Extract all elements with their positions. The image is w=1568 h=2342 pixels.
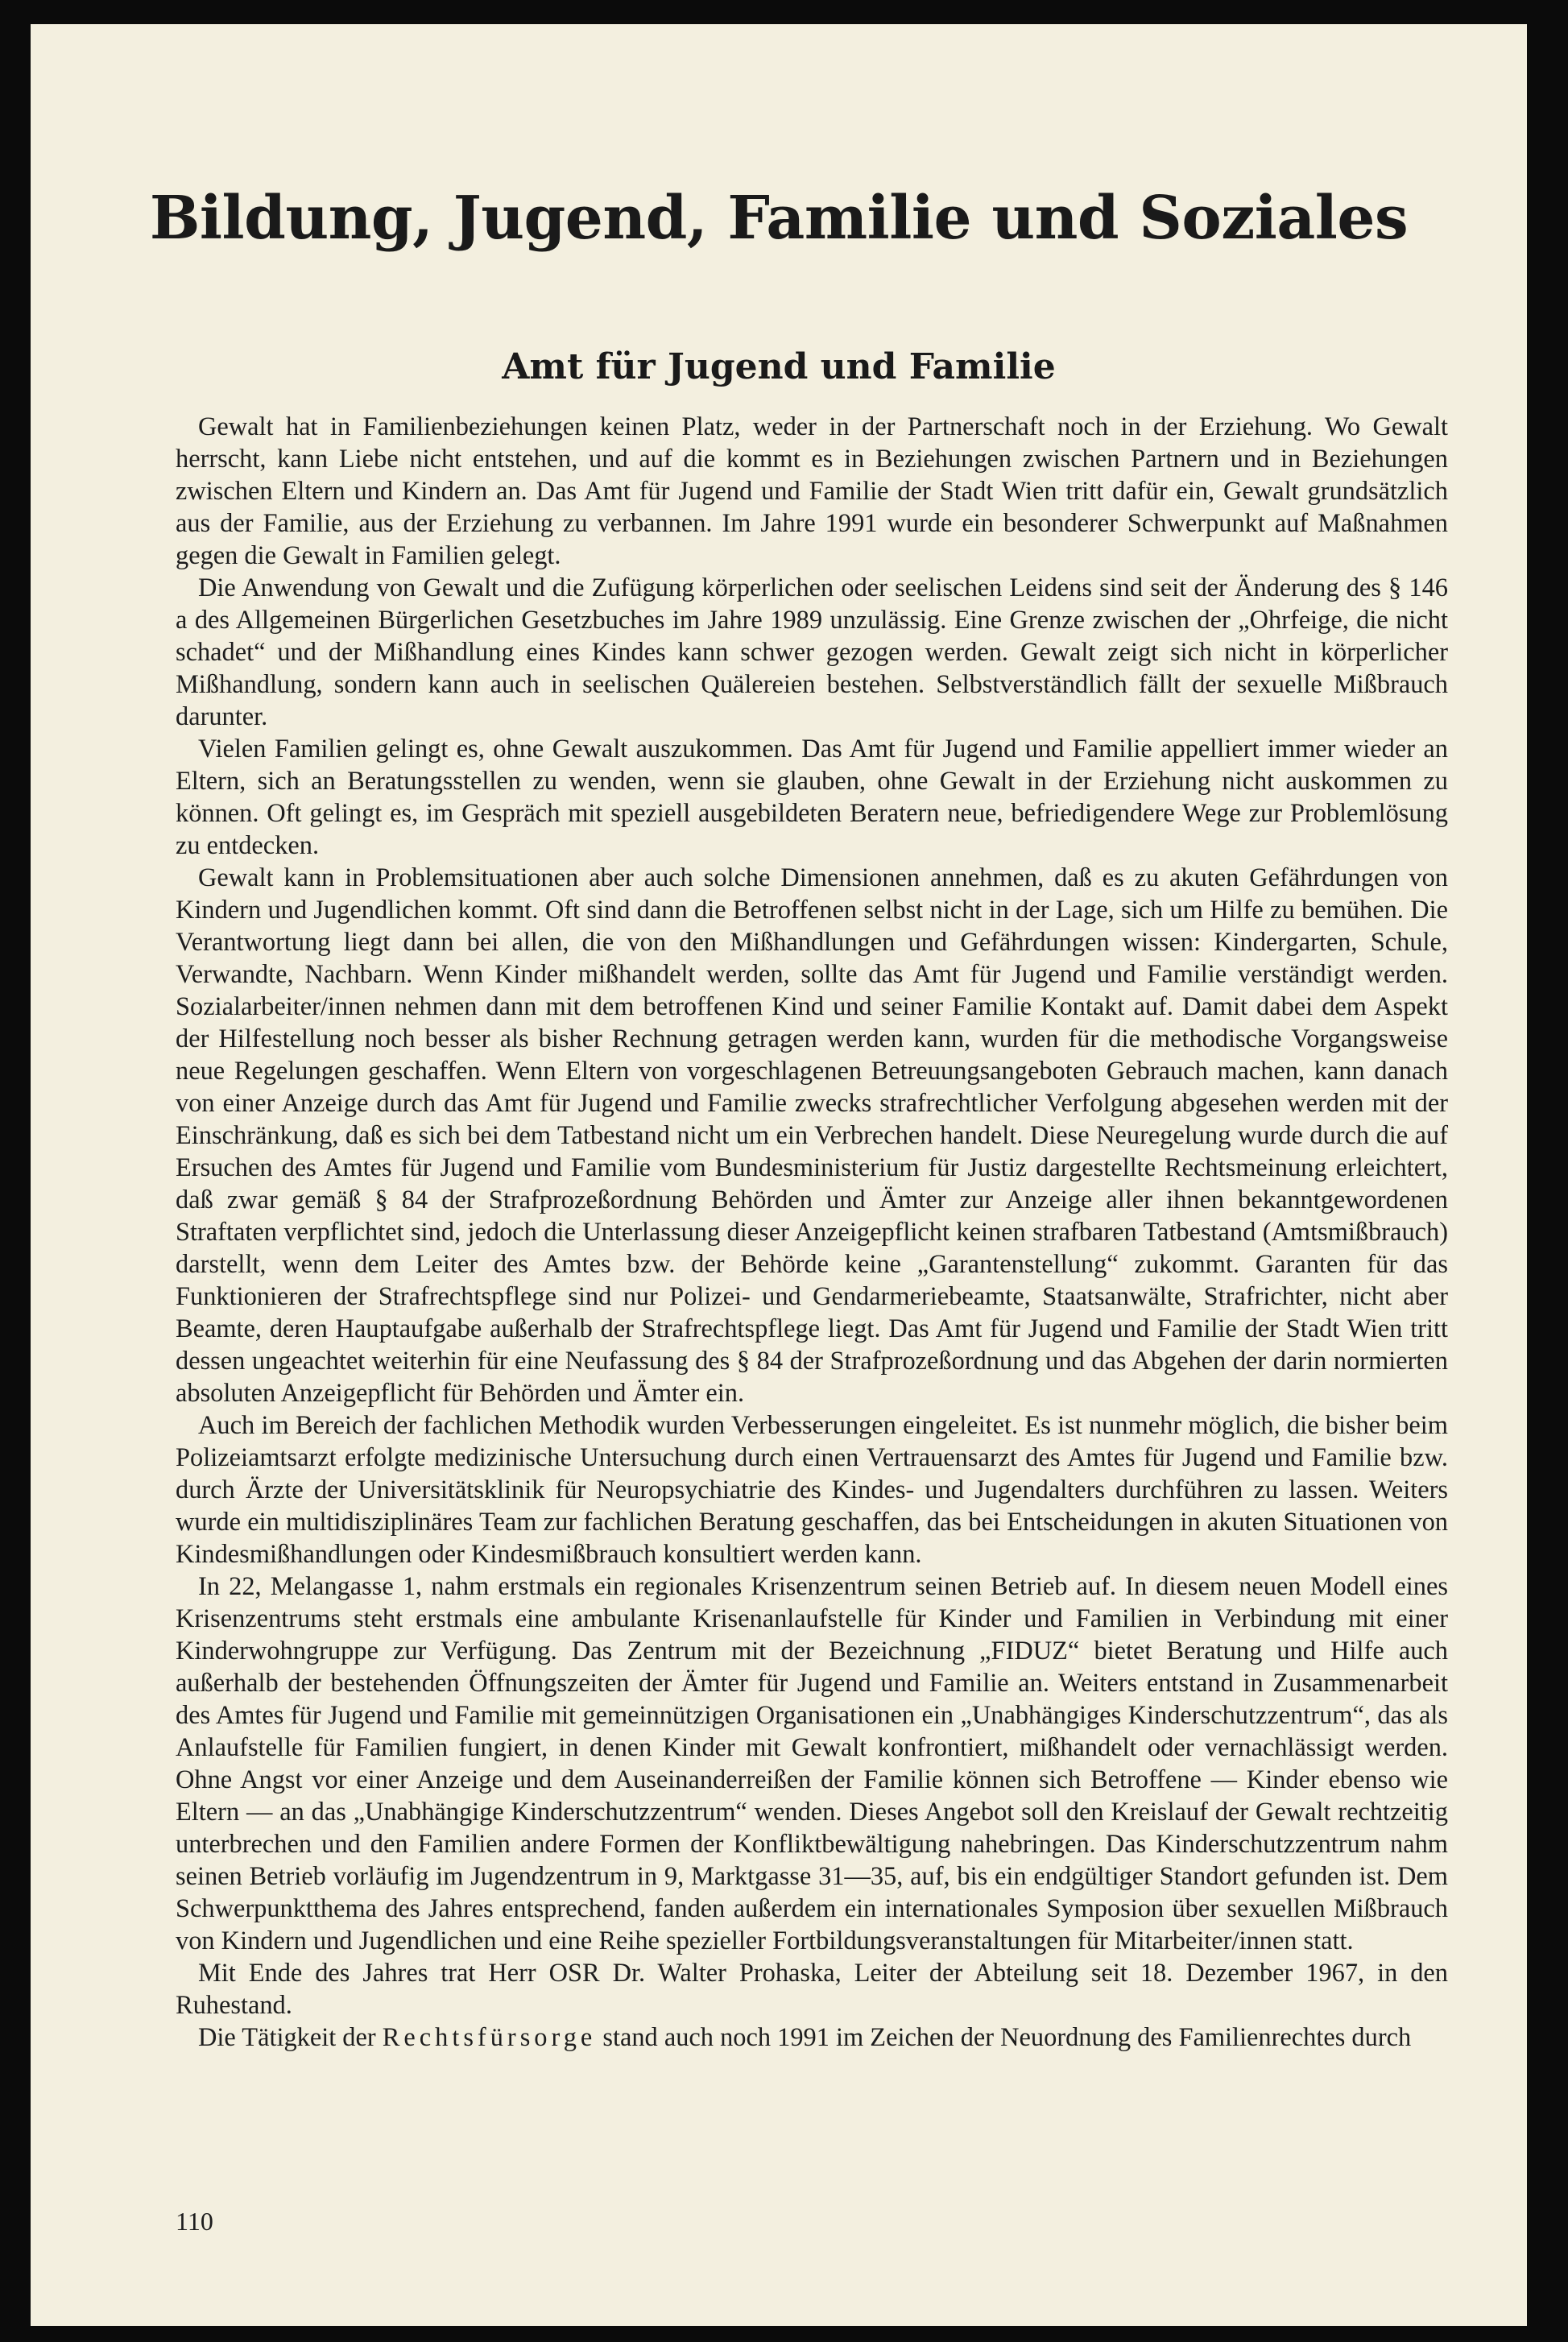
- paragraph-text: stand auch noch 1991 im Zeichen der Neuordnung des Familienrechtes durch: [596, 2023, 1412, 2052]
- paragraph: In 22, Melangasse 1, nahm erstmals ein regionales Krisenzentrum seinen Betrieb auf. In diesem neuen Modell eines Krisenzentrums steht erstmals eine ambulante Krisenanlaufstelle für Kinder und Familien in Verbindung mit einer Kinderwohngruppe zur Verfügung. Das Zentrum mit der Bezeichnung „FIDUZ“ bietet Beratung und Hilfe auch außerhalb der bestehenden Öffnungszeiten der Ämter für Jugend und Familie an. Weiters entstand in Zusammenarbeit des Amtes für Jugend und Familie mit gemeinnützigen Organisationen ein „Unabhängiges Kinderschutzzentrum“, das als Anlaufstelle für Familien fungiert, in denen Kinder mit Gewalt konfrontiert, mißhandelt oder vernachlässigt werden. Ohne Angst vor einer Anzeige und dem Auseinanderreißen der Familie können sich Betroffene — Kinder ebenso wie Eltern — an das „Unabhängige Kinderschutzzentrum“ wenden. Dieses Angebot soll den Kreislauf der Gewalt rechtzeitig unterbrechen und den Familien andere Formen der Konfliktbewältigung nahebringen. Das Kinderschutzzentrum nahm seinen Betrieb vorläufig im Jugendzentrum in 9, Marktgasse 31—35, auf, bis ein endgültiger Standort gefunden ist. Dem Schwerpunktthema des Jahres entsprechend, fanden außerdem ein internationales Symposion über sexuellen Mißbrauch von Kindern und Jugendlichen und eine Reihe spezieller Fortbildungsveranstaltungen für Mitarbeiter/innen statt.: [176, 1572, 1448, 1955]
- paragraph-last: [176, 2021, 1448, 2054]
- paragraph: Gewalt hat in Familienbeziehungen keinen Platz, weder in der Partnerschaft noch in der Erziehung. Wo Gewalt herrscht, kann Liebe nicht entstehen, und auf die kommt es in Beziehungen zwischen Partnern und in Beziehungen zwischen Eltern und Kindern an. Das Amt für Jugend und Familie der Stadt Wien tritt dafür ein, Gewalt grundsätzlich aus der Familie, aus der Erziehung zu verbannen. Im Jahre 1991 wurde ein besonderer Schwerpunkt auf Maßnahmen gegen die Gewalt in Familien gelegt.: [176, 412, 1448, 570]
- section-title: Amt für Jugend und Familie: [502, 346, 1056, 387]
- document-page: [31, 24, 1527, 2326]
- paragraph: Auch im Bereich der fachlichen Methodik wurden Verbesserungen eingeleitet. Es ist nunmehr möglich, die bisher beim Polizeiamtsarzt erfolgte medizinische Untersuchung durch einen Vertrauensarzt des Amtes für Jugend und Familie bzw. durch Ärzte der Universitätsklinik für Neuropsychiatrie des Kindes- und Jugendalters durchführen zu lassen. Weiters wurde ein multidisziplinäres Team zur fachlichen Beratung geschaffen, das bei Entscheidungen in akuten Situationen von Kindesmißhandlungen oder Kindesmißbrauch konsultiert werden kann.: [176, 1411, 1448, 1569]
- emphasized-term: Rechtsfürsorge: [382, 2023, 597, 2052]
- paragraph: Vielen Familien gelingt es, ohne Gewalt auszukommen. Das Amt für Jugend und Familie appelliert immer wieder an Eltern, sich an Beratungsstellen zu wenden, wenn sie glauben, ohne Gewalt in der Erziehung nicht auskommen zu können. Oft gelingt es, im Gespräch mit speziell ausgebildeten Beratern neue, befriedigendere Wege zur Problemlösung zu entdecken.: [176, 734, 1448, 860]
- paragraph: Gewalt kann in Problemsituationen aber auch solche Dimensionen annehmen, daß es zu akuten Gefährdungen von Kindern und Jugendlichen kommt. Oft sind dann die Betroffenen selbst nicht in der Lage, sich um Hilfe zu bemühen. Die Verantwortung liegt dann bei allen, die von den Mißhandlungen und Gefährdungen wissen: Kindergarten, Schule, Verwandte, Nachbarn. Wenn Kinder mißhandelt werden, sollte das Amt für Jugend und Familie verständigt werden. Sozialarbeiter/innen nehmen dann mit dem betroffenen Kind und seiner Familie Kontakt auf. Damit dabei dem Aspekt der Hilfestellung noch besser als bisher Rechnung getragen werden kann, wurden für die methodische Vorgangsweise neue Regelungen geschaffen. Wenn Eltern von vorgeschlagenen Betreuungsangeboten Gebrauch machen, kann danach von einer Anzeige durch das Amt für Jugend und Familie zwecks strafrechtlicher Verfolgung abgesehen werden mit der Einschränkung, daß es sich bei dem Tatbestand nicht um ein Verbrechen handelt. Diese Neuregelung wurde durch die auf Ersuchen des Amtes für Jugend und Familie vom Bundesministerium für Justiz dargestellte Rechtsmeinung erleichtert, daß zwar gemäß § 84 der Strafprozeßordnung Behörden und Ämter zur Anzeige aller ihnen bekanntgewordenen Straftaten verpflichtet sind, jedoch die Unterlassung dieser Anzeigepflicht keinen strafbaren Tatbestand (Amtsmißbrauch) darstellt, wenn dem Leiter des Amtes bzw. der Behörde keine „Garantenstellung“ zukommt. Garanten für das Funktionieren der Strafrechtspflege sind nur Polizei- und Gendarmeriebeamte, Staatsanwälte, Strafrichter, nicht aber Beamte, deren Hauptaufgabe außerhalb der Strafrechtspflege liegt. Das Amt für Jugend und Familie der Stadt Wien tritt dessen ungeachtet weiterhin für eine Neufassung des § 84 der Strafprozeßordnung und das Abgehen der darin normierten absoluten Anzeigepflicht für Behörden und Ämter ein.: [176, 863, 1448, 1408]
- page-number: 110: [176, 2207, 213, 2236]
- page-title: Bildung, Jugend, Familie und Soziales: [149, 184, 1409, 253]
- body-text: [176, 411, 1448, 2054]
- paragraph-text: Die Tätigkeit der: [198, 2023, 383, 2052]
- paragraph: Mit Ende des Jahres trat Herr OSR Dr. Walter Prohaska, Leiter der Abteilung seit 18. Dezember 1967, in den Ruhestand.: [176, 1959, 1448, 2020]
- paragraph: Die Anwendung von Gewalt und die Zufügung körperlichen oder seelischen Leidens sind seit der Änderung des § 146 a des Allgemeinen Bürgerlichen Gesetzbuches im Jahre 1989 unzulässig. Eine Grenze zwischen der „Ohrfeige, die nicht schadet“ und der Mißhandlung eines Kindes kann schwer gezogen werden. Gewalt zeigt sich nicht in körperlicher Mißhandlung, sondern kann auch in seelischen Quälereien bestehen. Selbstverständlich fällt der sexuelle Mißbrauch darunter.: [176, 573, 1448, 731]
